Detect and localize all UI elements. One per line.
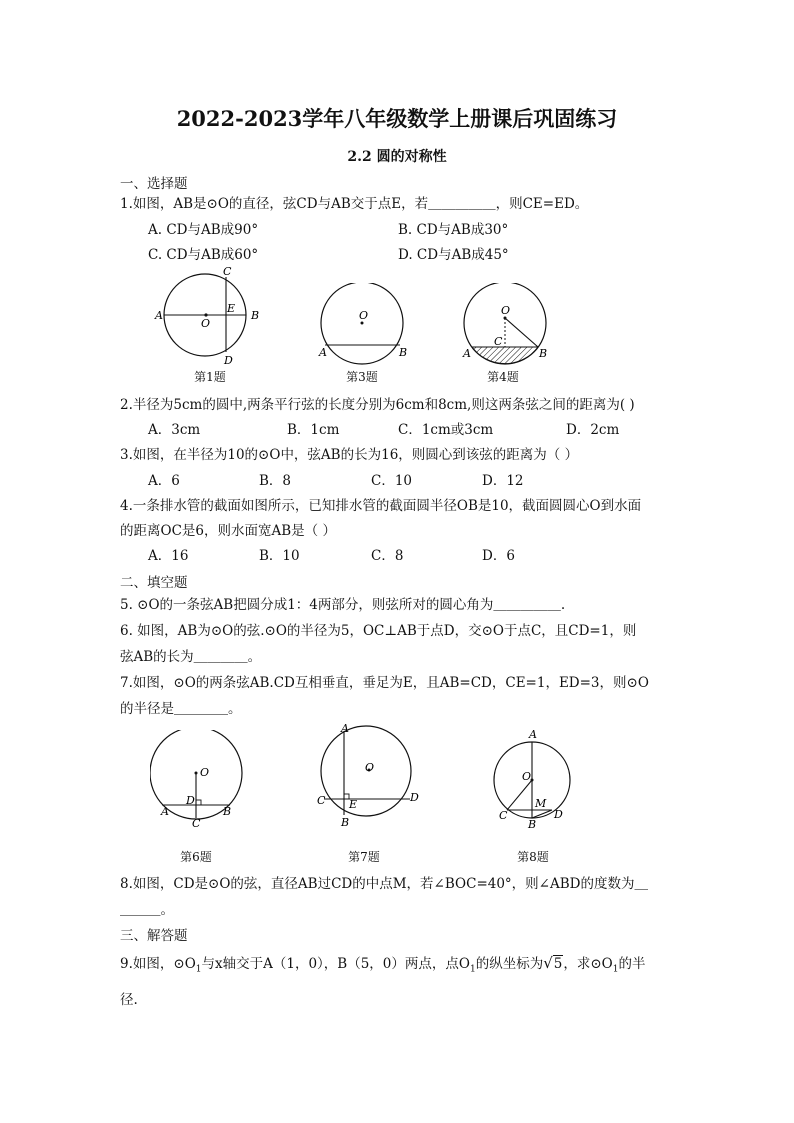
fig8-label-m: M: [535, 797, 547, 810]
question-2-stem: 2.半径为5cm的圆中,两条平行弦的长度分别为6cm和8cm,则这两条弦之间的距离为( ): [120, 397, 635, 413]
fig6-label-b: B: [223, 805, 232, 818]
section-subtitle: 2.2 圆的对称性: [347, 149, 447, 165]
fig7-label-a: A: [341, 722, 349, 735]
fig7-label-o: O: [365, 761, 375, 774]
question-3-option-a: A．6: [148, 473, 180, 489]
figure-4-caption: 第4题: [487, 370, 519, 384]
question-4-stem-line-2: 的距离OC是6，则水面宽AB是（ ）: [120, 523, 336, 539]
question-8-line-2: ＿＿＿。: [120, 902, 174, 918]
fig1-label-c: C: [223, 266, 232, 278]
fig8-label-c: C: [499, 809, 508, 822]
figure-8-diagram: [492, 725, 582, 830]
figure-1-caption: 第1题: [194, 370, 226, 384]
question-4-option-a: A．16: [148, 548, 189, 564]
fig4-label-c: C: [494, 335, 503, 348]
question-1-stem: 1.如图，AB是⊙O的直径，弦CD与AB交于点E，若＿＿＿＿＿，则CE=ED。: [120, 196, 589, 212]
fig8-label-a: A: [529, 728, 537, 741]
figure-6-diagram: [150, 730, 260, 830]
question-2-option-c: C．1cm或3cm: [398, 422, 494, 438]
figure-3-diagram: [312, 283, 422, 373]
figure-7-diagram: [310, 722, 430, 832]
question-1-option-c: C. CD与AB成60°: [148, 247, 259, 263]
question-6-line-2: 弦AB的长为＿＿＿＿。: [120, 649, 262, 665]
fig1-label-d: D: [224, 354, 233, 366]
question-3-stem: 3.如图，在半径为10的⊙O中，弦AB的长为16，则圆心到该弦的距离为（ ）: [120, 447, 579, 463]
fig1-label-b: B: [251, 309, 260, 322]
fig6-label-d: D: [186, 794, 195, 807]
figure-4-diagram: [455, 283, 565, 373]
q9-text-5: 的半: [618, 956, 646, 972]
question-7-line-1: 7.如图，⊙O的两条弦AB.CD互相垂直，垂足为E，且AB=CD，CE=1，ED=3，则⊙O: [120, 675, 649, 691]
question-9-line-2: 径.: [120, 992, 138, 1008]
figure-8-caption: 第8题: [517, 850, 549, 864]
fig6-label-c: C: [192, 817, 201, 830]
question-1-option-b: B. CD与AB成30°: [398, 222, 509, 238]
fig4-label-a: A: [463, 347, 471, 360]
question-4-stem-line-1: 4.一条排水管的截面如图所示，已知排水管的截面圆半径OB是10，截面圆圆心O到水面: [120, 498, 642, 514]
q9-text-3: 的纵坐标为: [475, 956, 544, 972]
fig6-label-o: O: [200, 766, 210, 779]
question-5-stem: 5. ⊙O的一条弦AB把圆分成1：4两部分，则弦所对的圆心角为＿＿＿＿＿.: [120, 597, 566, 613]
fig7-label-d: D: [410, 791, 419, 804]
question-1-option-a: A. CD与AB成90°: [148, 222, 259, 238]
fig1-label-o: O: [201, 317, 211, 330]
question-3-option-b: B．8: [259, 473, 292, 489]
sqrt-radicand: 5: [553, 956, 563, 972]
question-3-option-c: C．10: [371, 473, 413, 489]
q9-text-4: ，求⊙O: [563, 956, 613, 972]
question-2-option-b: B．1cm: [287, 422, 340, 438]
question-8-line-1: 8.如图，CD是⊙O的弦，直径AB过CD的中点M，若∠BOC=40°，则∠ABD的度数为＿: [120, 876, 648, 892]
question-1-option-d: D. CD与AB成45°: [398, 247, 509, 263]
fig3-label-b: B: [399, 346, 408, 359]
question-6-line-1: 6. 如图，AB为⊙O的弦.⊙O的半径为5，OC⊥AB于点D，交⊙O于点C，且CD=1，则: [120, 623, 637, 639]
q9-sub-2: 1: [469, 964, 476, 975]
question-4-option-c: C．8: [371, 548, 404, 564]
sqrt-icon: √: [543, 954, 553, 972]
question-4-option-d: D．6: [482, 548, 515, 564]
fig7-label-e: E: [349, 798, 358, 811]
q9-text-2: 与x轴交于A（1，0），B（5，0）两点，点O: [201, 956, 470, 972]
fig7-label-b: B: [341, 816, 350, 829]
page-title: 2022-2023学年八年级数学上册课后巩固练习: [176, 106, 618, 131]
section-heading-fill: 二、填空题: [120, 575, 188, 591]
figure-1-diagram: [150, 266, 270, 366]
fig1-label-a: A: [155, 309, 163, 322]
fig4-label-o: O: [501, 304, 511, 317]
fig1-label-e: E: [227, 302, 236, 315]
figure-3-caption: 第3题: [346, 370, 378, 384]
fig6-label-a: A: [161, 805, 169, 818]
question-3-option-d: D．12: [482, 473, 524, 489]
figure-7-caption: 第7题: [348, 850, 380, 864]
figure-6-caption: 第6题: [180, 850, 212, 864]
section-heading-answer: 三、解答题: [120, 928, 188, 944]
q9-sub-3: 1: [612, 964, 619, 975]
fig8-label-b: B: [528, 818, 537, 830]
fig8-label-d: D: [554, 808, 563, 821]
q9-text-1: 9.如图，⊙O: [120, 956, 196, 972]
sqrt-expression: [543, 953, 563, 974]
question-2-option-d: D．2cm: [566, 422, 620, 438]
fig7-label-c: C: [317, 794, 326, 807]
fig8-label-o: O: [522, 770, 532, 783]
fig3-label-a: A: [319, 346, 327, 359]
fig4-label-b: B: [539, 347, 548, 360]
section-heading-choice: 一、选择题: [120, 176, 188, 192]
question-9-line-1: [120, 953, 645, 980]
question-7-line-2: 的半径是＿＿＿＿。: [120, 701, 242, 717]
q9-sub-1: 1: [195, 964, 202, 975]
question-2-option-a: A．3cm: [148, 422, 201, 438]
fig3-label-o: O: [359, 309, 369, 322]
question-4-option-b: B．10: [259, 548, 300, 564]
